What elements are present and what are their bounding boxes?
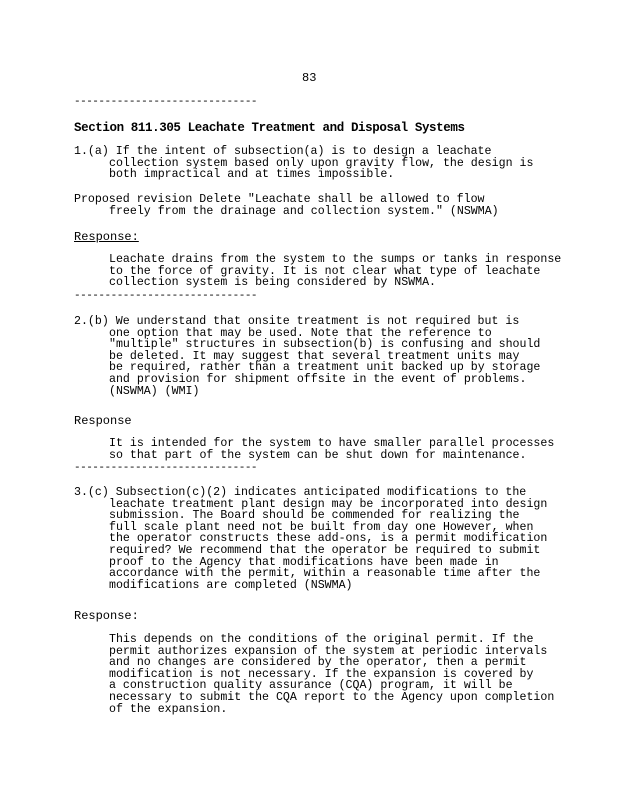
divider-rule: ------------------------------ xyxy=(74,96,258,108)
comment-1 xyxy=(74,146,554,181)
text-line: collection system based only upon gravity flow, the design is xyxy=(109,156,534,170)
text-line: one option that may be used. Note that the reference to xyxy=(109,326,492,340)
text-line: a construction quality assurance (CQA) program, it will be xyxy=(109,679,513,693)
response-1 xyxy=(74,253,562,290)
text-line: leachate treatment plant design may be incorporated into design xyxy=(109,497,548,511)
divider-rule: ------------------------------ xyxy=(74,462,258,474)
text-line: Proposed revision Delete "Leachate shall be allowed to flow xyxy=(74,193,485,206)
text-line: 3.(c) Subsection(c)(2) indicates anticipated modifications to the xyxy=(74,486,527,499)
response-label-2: Response xyxy=(74,414,132,428)
text-line: required? We recommend that the operator be required to submit xyxy=(109,543,541,557)
response-2 xyxy=(74,438,554,461)
section-heading: Section 811.305 Leachate Treatment and Disposal Systems xyxy=(74,121,465,135)
text-line: the operator constructs these add-ons, is a permit modification xyxy=(109,532,548,546)
text-line: full scale plant need not be built from day one However, when xyxy=(109,520,534,534)
text-line: permit authorizes expansion of the system at periodic intervals xyxy=(109,644,548,658)
text-line: "multiple" structures in subsection(b) is confusing and should xyxy=(109,338,541,352)
text-line: both impractical and at times impossible. xyxy=(109,168,395,182)
text-line: modifications are completed (NSWMA) xyxy=(109,578,353,592)
text-line: accordance with the permit, within a reasonable time after the xyxy=(109,567,541,581)
text-line: collection system is being considered by NSWMA. xyxy=(109,276,436,290)
text-line: be deleted. It may suggest that several treatment units may xyxy=(109,349,520,363)
text-line: This depends on the conditions of the original permit. If the xyxy=(109,633,534,646)
text-line: (NSWMA) (WMI) xyxy=(109,384,200,398)
text-line: to the force of gravity. It is not clear what type of leachate xyxy=(109,264,541,278)
page-number: 83 xyxy=(302,71,317,85)
text-line: submission. The Board should be commended for realizing the xyxy=(109,509,520,523)
text-line: be required, rather than a treatment unit backed up by storage xyxy=(109,361,541,375)
response-3 xyxy=(74,634,554,715)
text-line: It is intended for the system to have smaller parallel processes xyxy=(109,437,555,450)
text-line: 1.(a) If the intent of subsection(a) is to design a leachate xyxy=(74,145,492,158)
text-line: and no changes are considered by the operator, then a permit xyxy=(109,656,527,670)
response-label-3: Response: xyxy=(74,609,139,623)
text-line: necessary to submit the CQA report to the Agency upon completion xyxy=(109,690,555,704)
divider-rule: ------------------------------ xyxy=(74,290,258,302)
text-line: freely from the drainage and collection system." (NSWMA) xyxy=(109,204,499,218)
text-line: so that part of the system can be shut down for maintenance. xyxy=(109,448,527,462)
text-line: of the expansion. xyxy=(109,702,228,716)
comment-3 xyxy=(74,487,554,591)
comment-2 xyxy=(74,316,554,397)
text-line: Leachate drains from the system to the sumps or tanks in response xyxy=(109,253,562,266)
text-line: 2.(b) We understand that onsite treatment is not required but is xyxy=(74,315,520,328)
text-line: and provision for shipment offsite in the event of problems. xyxy=(109,372,527,386)
proposal-1 xyxy=(74,194,554,217)
text-line: modification is not necessary. If the expansion is covered by xyxy=(109,667,534,681)
response-label-1: Response: xyxy=(74,230,139,244)
text-line: proof to the Agency that modifications have been made in xyxy=(109,555,499,569)
